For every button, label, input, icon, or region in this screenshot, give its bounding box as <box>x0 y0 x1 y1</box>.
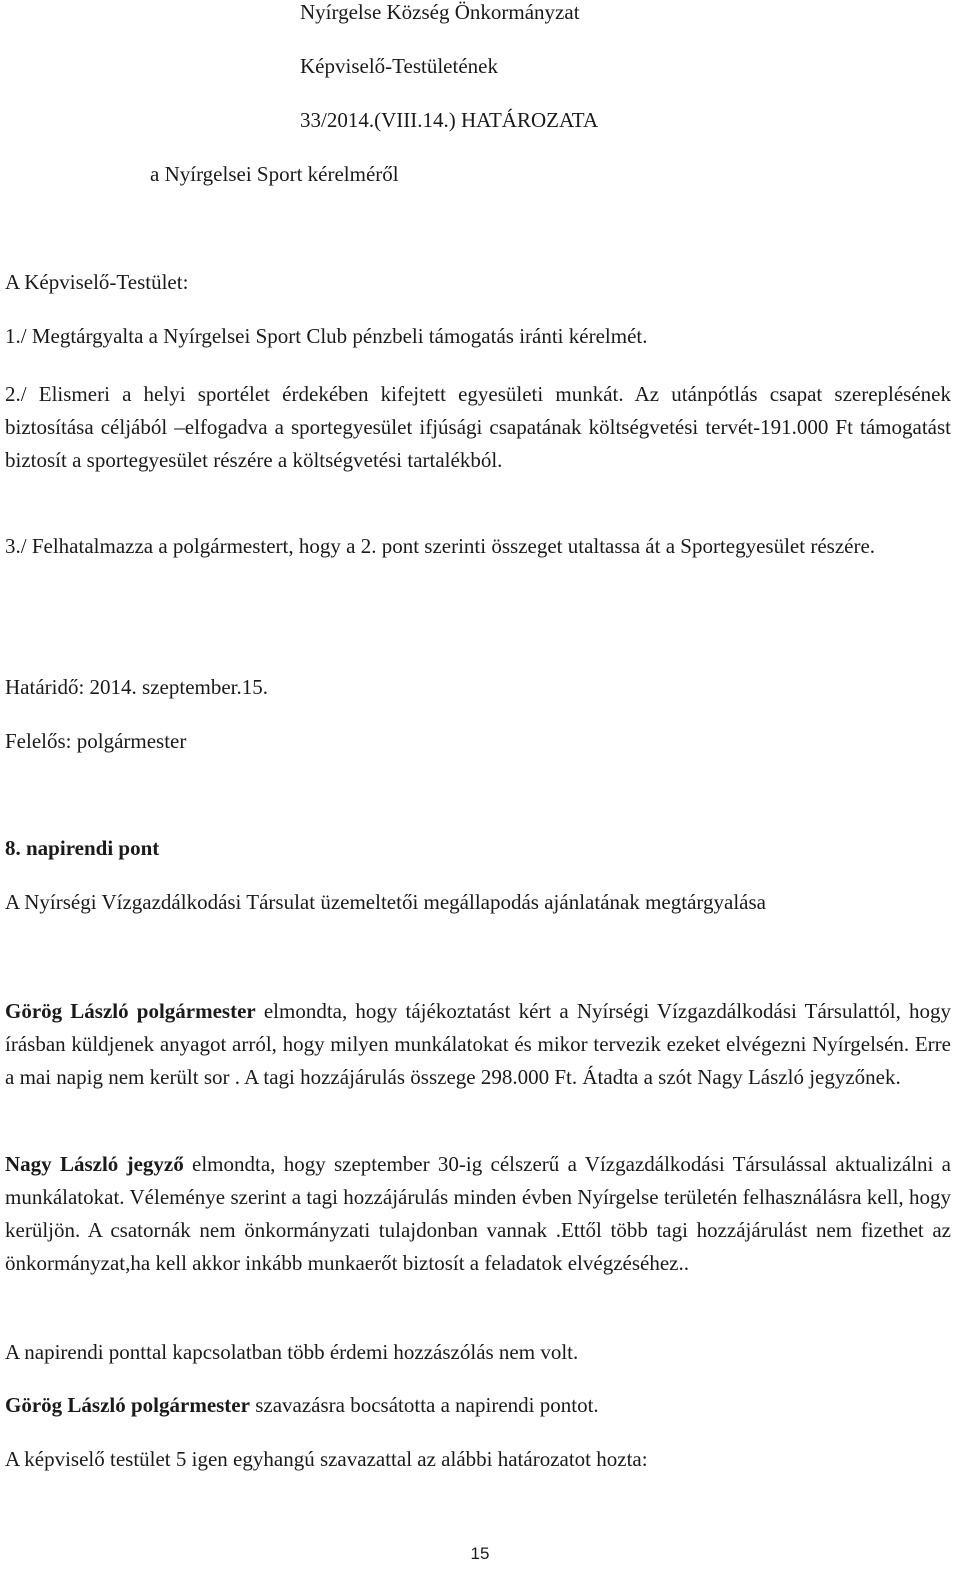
page-number: 15 <box>470 1544 490 1563</box>
resolution-item-2: 2./ Elismeri a helyi sportélet érdekében kifejtett egyesületi munkát. Az utánpótlás csapat szereplésének biztosítása céljából –elfogadva a sportegyesület ifjúsági csapatának költségvetési tervét-191.000 Ft támogatást biztosít a sportegyesület részére a költségvetési tartalékból. <box>5 382 951 472</box>
paragraph-vote-call <box>5 1393 599 1418</box>
speaker-name: Nagy László jegyző <box>5 1152 184 1176</box>
paragraph-text: elmondta, hogy tájékoztatást kért a Nyírségi Vízgazdálkodási Társulattól, hogy írásban küldjenek anyagot arról, hogy milyen munkálatokat és mikor tervezik ezeket elvégezni Nyírgelsén. Erre a mai napig nem került sor . A tagi hozzájárulás összege 298.000 Ft. Átadta a szót Nagy László jegyzőnek. <box>5 999 951 1089</box>
agenda-subject: A Nyírségi Vízgazdálkodási Társulat üzemeltetői megállapodás ajánlatának megtárgyalása <box>5 890 766 914</box>
council-name: Nyírgelse Község Önkormányzat <box>300 0 580 24</box>
agenda-heading: 8. napirendi pont <box>5 836 160 860</box>
council-body: Képviselő-Testületének <box>300 54 498 78</box>
deadline: Határidő: 2014. szeptember.15. <box>5 675 269 699</box>
resolution-item-3: 3./ Felhatalmazza a polgármestert, hogy a 2. pont szerinti összeget utaltassa át a Sportegyesület részére. <box>5 534 876 558</box>
resolution-subject: a Nyírgelsei Sport kérelméről <box>150 162 399 186</box>
speaker-name: Görög László polgármester <box>5 1393 250 1417</box>
paragraph-text: elmondta, hogy szeptember 30-ig célszerű a Vízgazdálkodási Társulással aktualizálni a munkálatokat. Véleménye szerint a tagi hozzájárulás minden évben Nyírgelse területén felhasználásra kell, hogy kerüljön. A csatornák nem önkormányzati tulajdonban vannak .Ettől több tagi hozzájárulást nem fizethet az önkormányzat,ha kell akkor inkább munkaerőt biztosít a feladatok elvégzéséhez.. <box>5 1152 951 1275</box>
resolution-intro: A Képviselő-Testület: <box>5 270 189 294</box>
paragraph-mayor-report <box>5 995 951 1094</box>
resolution-item-1: 1./ Megtárgyalta a Nyírgelsei Sport Club pénzbeli támogatás iránti kérelmét. <box>5 324 648 348</box>
responsible: Felelős: polgármester <box>5 729 187 753</box>
paragraph-notary-report <box>5 1148 951 1280</box>
speaker-name: Görög László polgármester <box>5 999 256 1023</box>
paragraph-vote-result: A képviselő testület 5 igen egyhangú szavazattal az alábbi határozatot hozta: <box>5 1447 648 1471</box>
paragraph-no-comments: A napirendi ponttal kapcsolatban több érdemi hozzászólás nem volt. <box>5 1340 579 1364</box>
resolution-number: 33/2014.(VIII.14.) HATÁROZATA <box>300 108 599 132</box>
paragraph-text: szavazásra bocsátotta a napirendi pontot. <box>249 1393 599 1417</box>
